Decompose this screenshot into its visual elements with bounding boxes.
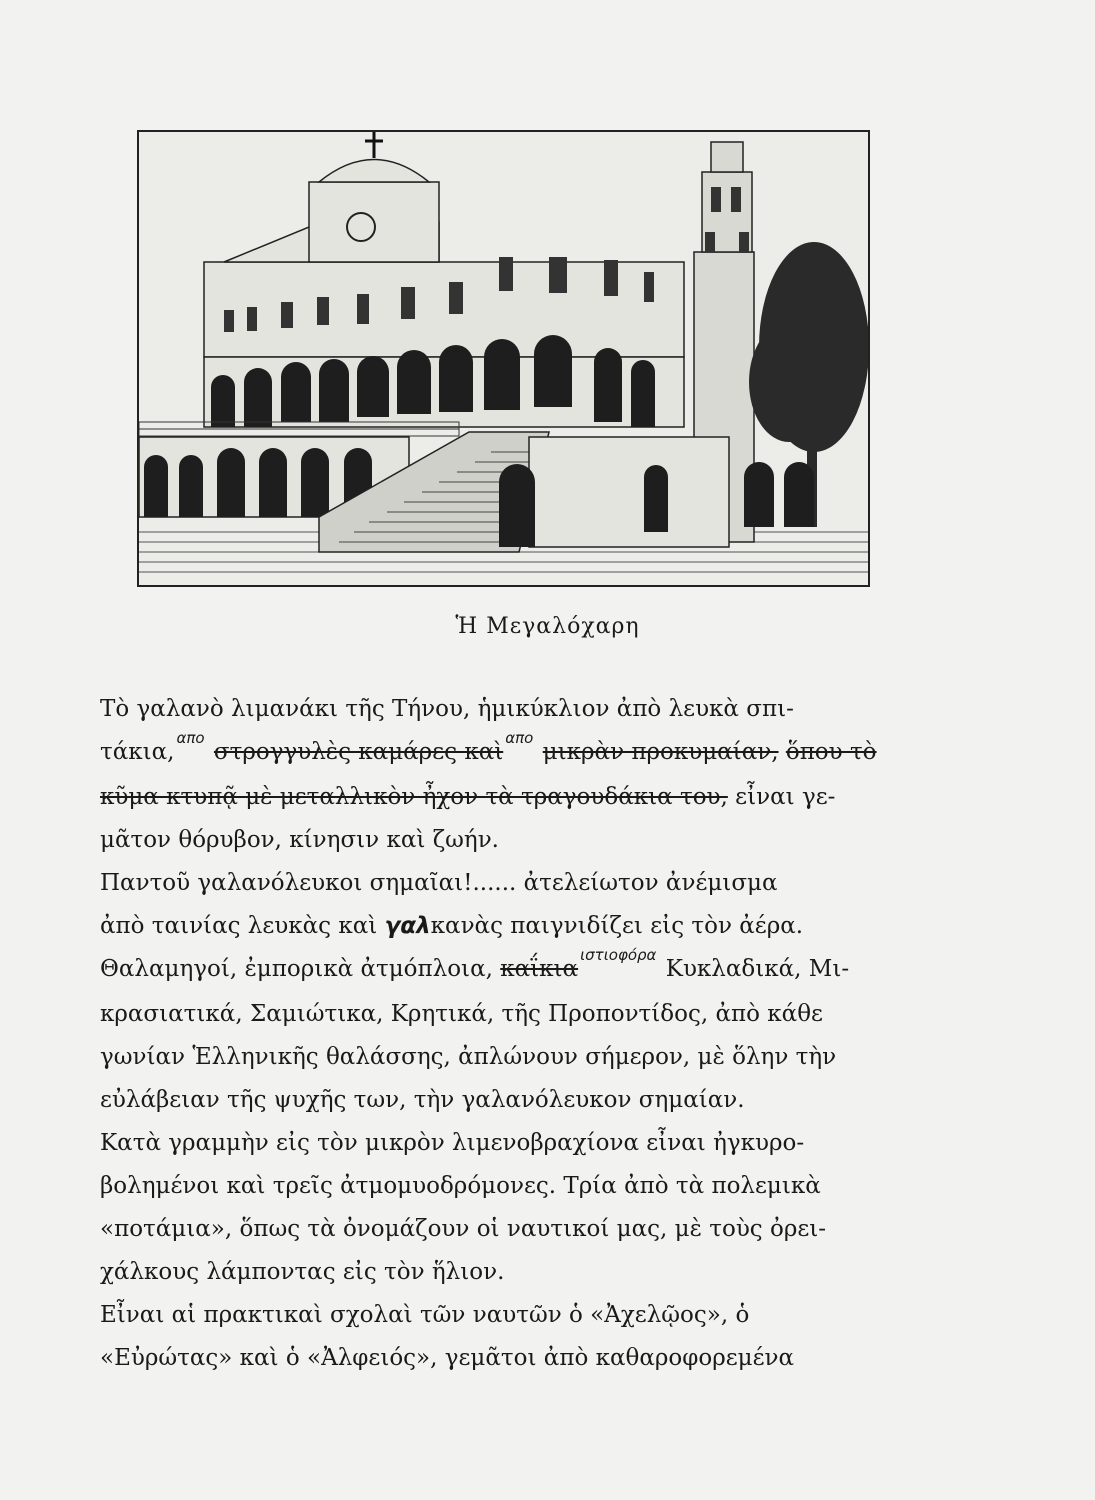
text-line-5: Παντοῦ γαλανόλευκοι σημαῖαι!...... ἀτελείωτον ἀνέμισμα [100, 870, 778, 896]
struck-text-3: ὅπου τὸ [785, 739, 877, 765]
text-line-9: γωνίαν Ἑλληνικῆς θαλάσσης, ἀπλώνουν σήμερον, μὲ ὅλην τὴν [100, 1044, 837, 1070]
handwritten-insert: γαλ [384, 913, 431, 939]
handwritten-note-3: ιστιοφόρα [580, 946, 657, 964]
text-fragment: ἀπὸ ταινίας λευκὰς καὶ [100, 913, 378, 939]
text-line-8: κρασιατικά, Σαμιώτικα, Κρητικά, τῆς Προποντίδος, ἀπὸ κάθε [100, 1001, 823, 1027]
text-line-14: χάλκους λάμποντας εἰς τὸν ἥλιον. [100, 1259, 505, 1285]
text-fragment: Θαλαμηγοί, ἐμπορικὰ ἀτμόπλοια, [100, 956, 493, 982]
church-engraving [139, 132, 868, 585]
text-line-2 [100, 731, 968, 776]
text-line-3 [100, 776, 968, 819]
text-fragment: κανὰς παιγνιδίζει εἰς τὸν ἀέρα. [430, 913, 804, 939]
struck-text-5: καΐκια [500, 956, 579, 982]
text-line-13: «ποτάμια», ὅπως τὰ ὀνομάζουν οἱ ναυτικοί μας, μὲ τοὺς ὀρει- [100, 1216, 827, 1242]
struck-text-2: μικρὰν προκυμαίαν, [542, 739, 779, 765]
text-fragment: Κυκλαδικά, Μι- [665, 956, 850, 982]
text-line-11: Κατὰ γραμμὴν εἰς τὸν μικρὸν λιμενοβραχίονα εἶναι ἠγκυρο- [100, 1130, 805, 1156]
text-fragment: εἶναι γε- [735, 784, 836, 810]
text-line-4: μᾶτον θόρυβον, κίνησιν καὶ ζωήν. [100, 827, 499, 853]
struck-text-4: κῦμα κτυπᾷ μὲ μεταλλικὸν ἦχον τὰ τραγουδάκια του, [100, 784, 728, 810]
struck-text-1: στρογγυλὲς καμάρες καὶ [213, 739, 504, 765]
handwritten-note-2: απο [505, 729, 534, 747]
handwritten-note-1: απο [176, 729, 205, 747]
text-line-6 [100, 905, 968, 948]
text-line-7 [100, 948, 968, 993]
text-line-15: Εἶναι αἱ πρακτικαὶ σχολαὶ τῶν ναυτῶν ὁ «Ἀχελῷος», ὁ [100, 1302, 750, 1328]
text-line-10: εὐλάβειαν τῆς ψυχῆς των, τὴν γαλανόλευκον σημαίαν. [100, 1087, 745, 1113]
illustration-caption: Ἡ Μεγαλόχαρη [455, 614, 640, 639]
text-line-1: Τὸ γαλανὸ λιμανάκι τῆς Τήνου, ἡμικύκλιον ἀπὸ λευκὰ σπι- [100, 696, 794, 722]
church-illustration [137, 130, 870, 587]
text-line-12: βολημένοι καὶ τρεῖς ἀτμομυοδρόμονες. Τρία ἀπὸ τὰ πολεμικὰ [100, 1173, 821, 1199]
text-line-16: «Εὐρώτας» καὶ ὁ «Ἀλφειός», γεμᾶτοι ἀπὸ καθαροφορεμένα [100, 1345, 795, 1371]
body-text [100, 688, 968, 1380]
text-fragment: τάκια, [100, 739, 175, 765]
